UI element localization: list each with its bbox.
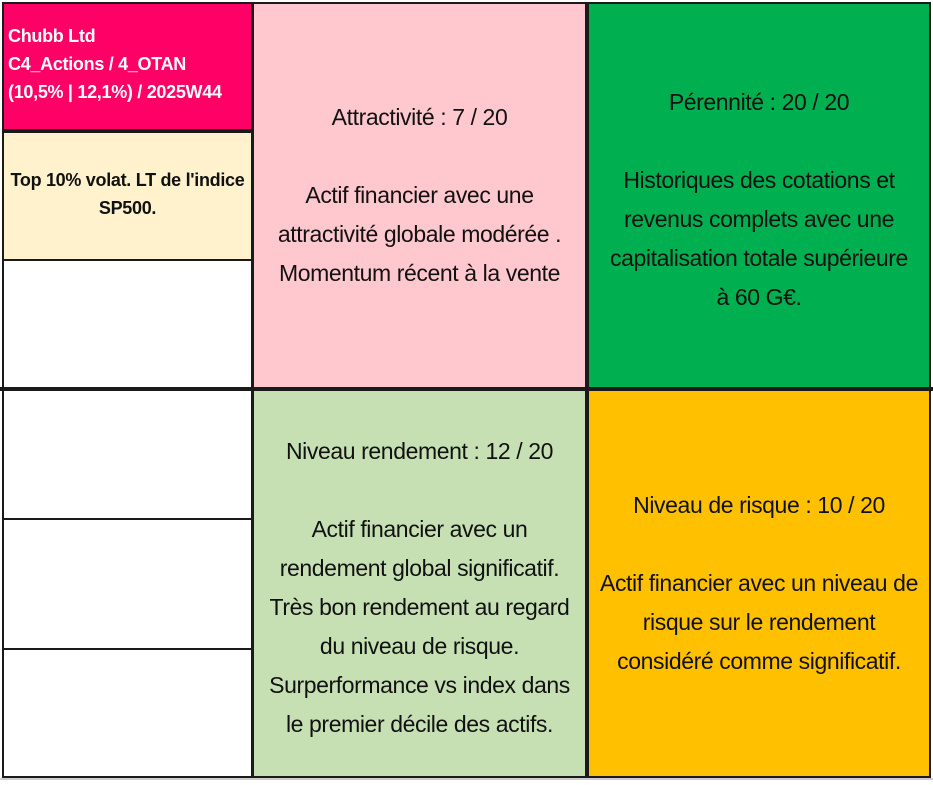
attractivite-line: attractivité globale modérée . [277, 221, 562, 247]
risque-line: Actif financier avec un niveau de [600, 570, 918, 596]
perennite-line: à 60 G€. [716, 284, 802, 310]
attractivite-tile [252, 2, 587, 389]
rendement-line: Surperformance vs index dans [269, 672, 570, 698]
rendement-title: Niveau rendement : 12 / 20 [285, 438, 554, 464]
company-name: Chubb Ltd [8, 26, 96, 46]
risque-tile [587, 389, 931, 778]
empty-cell [2, 259, 253, 389]
volatility-note-line-1: Top 10% volat. LT de l'indice [10, 170, 245, 190]
empty-cell [2, 518, 253, 650]
rendement-line: rendement global significatif. [279, 555, 560, 581]
perennite-title: Pérennité : 20 / 20 [668, 89, 850, 115]
rendement-line: Actif financier avec un [311, 516, 528, 542]
attractivite-title: Attractivité : 7 / 20 [331, 104, 508, 130]
empty-cell [2, 648, 253, 778]
volatility-note-line-2: SP500. [98, 198, 157, 218]
asset-stats: (10,5% | 12,1%) / 2025W44 [8, 82, 222, 102]
rendement-line: du niveau de risque. [319, 633, 520, 659]
risque-line: considéré comme significatif. [617, 648, 901, 674]
rendement-line: le premier décile des actifs. [285, 711, 554, 737]
perennite-line: capitalisation totale supérieure [610, 245, 908, 271]
attractivite-line: Momentum récent à la vente [278, 260, 561, 286]
bottom-border [0, 778, 933, 780]
risque-line: risque sur le rendement [642, 609, 876, 635]
asset-header [2, 2, 253, 131]
rendement-line: Très bon rendement au regard [269, 594, 570, 620]
asset-category: C4_Actions / 4_OTAN [8, 54, 187, 74]
volatility-note [2, 131, 253, 261]
rendement-tile [252, 389, 587, 778]
perennite-tile [587, 2, 931, 389]
attractivite-line: Actif financier avec une [305, 182, 534, 208]
perennite-line: Historiques des cotations et [623, 167, 895, 193]
section-divider [0, 387, 933, 391]
empty-cell [2, 389, 253, 520]
perennite-line: revenus complets avec une [624, 206, 894, 232]
risque-title: Niveau de risque : 10 / 20 [633, 492, 885, 518]
